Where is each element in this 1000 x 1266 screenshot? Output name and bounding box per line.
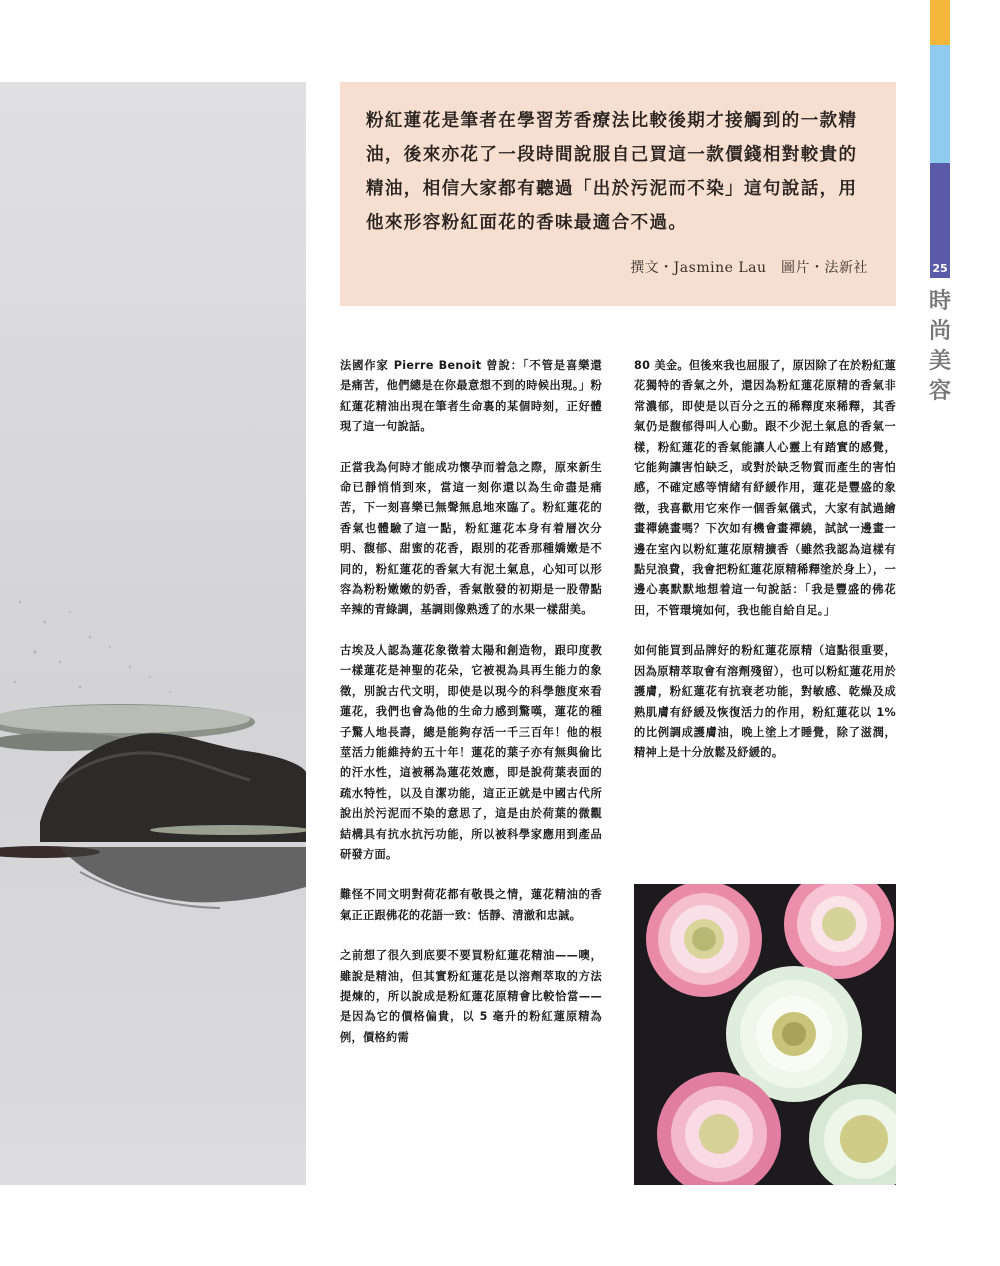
lake-illustration <box>0 82 306 1185</box>
body-paragraph: 如何能買到品牌好的粉紅蓮花原精（這點很重要，因為原精萃取會有溶劑殘留），也可以粉紅蓮花用於護膚，粉紅蓮花有抗衰老功能，對敏感、乾燥及成熟肌膚有紓緩及恢復活力的作用，粉紅蓮花以 1% 的比例調成護膚油，晚上塗上才睡覺，除了滋潤，精神上是十分放鬆及紓緩的。 <box>634 644 896 760</box>
tab-purple-segment <box>930 163 950 260</box>
page-number: 25 <box>930 260 950 278</box>
intro-box <box>340 82 896 306</box>
body-paragraph: 古埃及人認為蓮花象徵着太陽和創造物，跟印度教一樣蓮花是神聖的花朵，它被視為具再生能力的象徵，別說古代文明，即使是以現今的科學態度來看蓮花，我們也會為他的生命力感到驚嘆，蓮花的種子驚人地長壽，總是能夠存活一千三百年！他的根莖活力能維持約五十年！蓮花的葉子亦有無與倫比的汗水性，這被稱為蓮花效應，即是說荷葉表面的疏水特性，以及自潔功能，這正正就是中國古代所說出於污泥而不染的意思了，這是由於荷葉的微觀結構具有抗水抗污功能，所以被科學家應用到產品研發方面。 <box>340 643 602 861</box>
body-paragraph: 正當我為何時才能成功懷孕而着急之際，原來新生命已靜悄悄到來，當這一刻你還以為生命盡是痛苦，下一刻喜樂已無聲無息地來臨了。粉紅蓮花的香氣也體驗了這一點，粉紅蓮花本身有着層次分明、馥郁、甜蜜的花香，跟別的花香那種嬌嫩是不同的，粉紅蓮花的香氣大有泥土氣息，心知可以形容為粉粉嫩嫩的奶香，香氣散發的初期是一股帶點辛辣的青綠調，基調則像熟透了的水果一樣甜美。 <box>340 460 602 617</box>
body-paragraph: 難怪不同文明對荷花都有敬畏之情，蓮花精油的香氣正正跟佛花的花語一致：恬靜、清澈和忠誠。 <box>340 888 602 922</box>
intro-paragraph: 粉紅蓮花是筆者在學習芳香療法比較後期才接觸到的一款精油，後來亦花了一段時間說服自己買這一款價錢相對較貴的精油，相信大家都有聽過「出於污泥而不染」這句說話，用他來形容粉紅面花的香味最適合不過。 <box>366 111 858 233</box>
author-credit: 撰文・Jasmine Lau 圖片・法新社 <box>630 260 868 276</box>
tab-yellow-segment <box>930 0 950 45</box>
section-label: 時尚美容 <box>928 288 951 404</box>
body-paragraph: 之前想了很久到底要不要買粉紅蓮花精油——噢，雖說是精油，但其實粉紅蓮花是以溶劑萃取的方法提煉的，所以說成是粉紅蓮花原精會比較恰當——是因為它的價格偏貴，以 5 毫升的粉紅蓮原精為例，價格約需 <box>340 949 602 1044</box>
body-paragraph: 80 美金。但後來我也屈服了，原因除了在於粉紅蓮花獨特的香氣之外，還因為粉紅蓮花原精的香氣非常濃郁，即使是以百分之五的稀釋度來稀釋，其香氣仍是馥郁得叫人心動。跟不少泥土氣息的香氣一樣，粉紅蓮花的香氣能讓人心靈上有踏實的感覺，它能夠讓害怕缺乏，或對於缺乏物質而產生的害怕感，不確定感等情緒有紓緩作用，蓮花是豐盛的象徵，我喜歡用它來作一個香氣儀式，大家有試過繪畫禪繞畫嗎？下次如有機會畫禪繞，試試一邊畫一邊在室內以粉紅蓮花原精擴香（雖然我認為這樣有點兒浪費，我會把粉紅蓮花原精稀釋塗於身上），一邊心裏默默地想着這一句說話：「我是豐盛的佛花田，不管環境如何，我也能自給自足。」 <box>634 359 896 617</box>
lake-photo <box>0 82 306 1185</box>
body-paragraph: 法國作家 Pierre Benoit 曾說：「不管是喜樂還是痛苦，他們總是在你最意想不到的時候出現。」粉紅蓮花精油出現在筆者生命裏的某個時刻，正好體現了這一句說話。 <box>340 359 602 434</box>
lotus-photo <box>634 884 896 1185</box>
lotus-illustration <box>634 884 896 1185</box>
tab-blue-segment <box>930 45 950 163</box>
right-column <box>634 356 896 784</box>
left-column <box>340 356 602 1068</box>
